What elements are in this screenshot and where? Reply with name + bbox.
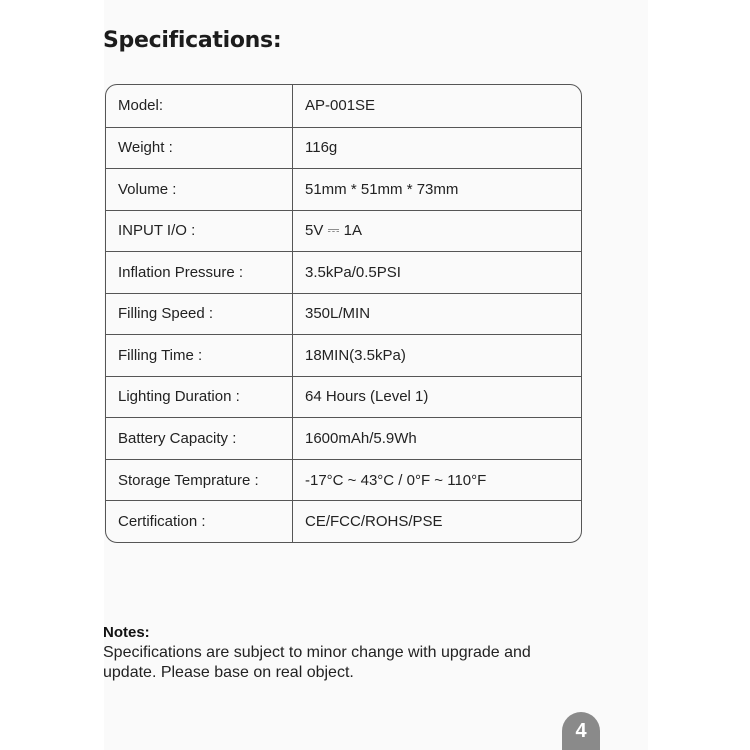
- table-row: [106, 500, 581, 542]
- spec-value: 3.5kPa/0.5PSI: [305, 263, 401, 281]
- spec-value: 64 Hours (Level 1): [305, 388, 429, 406]
- spec-table: [105, 84, 582, 543]
- table-row: [106, 334, 581, 376]
- table-row: [106, 251, 581, 293]
- notes-title: Notes:: [103, 624, 150, 641]
- spec-label: Volume :: [106, 169, 293, 210]
- spec-value: 5V ⎓ 1A: [305, 222, 362, 240]
- spec-value: 350L/MIN: [305, 305, 371, 323]
- spec-label: Inflation Pressure :: [106, 252, 293, 293]
- spec-value: AP-001SE: [305, 97, 376, 115]
- spec-label: Filling Speed :: [106, 294, 293, 335]
- spec-label: Lighting Duration :: [106, 377, 293, 418]
- spec-value: CE/FCC/ROHS/PSE: [305, 513, 443, 531]
- spec-value: 116g: [305, 139, 338, 157]
- spec-label: Weight :: [106, 128, 293, 169]
- spec-label: Filling Time :: [106, 335, 293, 376]
- spec-value: 51mm * 51mm * 73mm: [305, 180, 459, 198]
- table-row: [106, 127, 581, 169]
- table-row: [106, 210, 581, 252]
- table-row: [106, 459, 581, 501]
- notes-text: Specifications are subject to minor change with upgrade and update. Please base on real object.: [103, 644, 531, 681]
- page-title: Specifications:: [103, 28, 282, 53]
- spec-label: INPUT I/O :: [106, 211, 293, 252]
- table-row: [106, 85, 581, 127]
- table-row: [106, 417, 581, 459]
- spec-label: Battery Capacity :: [106, 418, 293, 459]
- spec-value: 18MIN(3.5kPa): [305, 346, 406, 364]
- spec-label: Certification :: [106, 501, 293, 542]
- spec-label: Model:: [106, 85, 293, 127]
- table-row: [106, 168, 581, 210]
- table-row: [106, 376, 581, 418]
- spec-value: -17°C ~ 43°C / 0°F ~ 110°F: [305, 471, 487, 489]
- table-row: [106, 293, 581, 335]
- page-number-badge: 4: [562, 712, 600, 750]
- spec-label: Storage Temprature :: [106, 460, 293, 501]
- spec-value: 1600mAh/5.9Wh: [305, 430, 417, 448]
